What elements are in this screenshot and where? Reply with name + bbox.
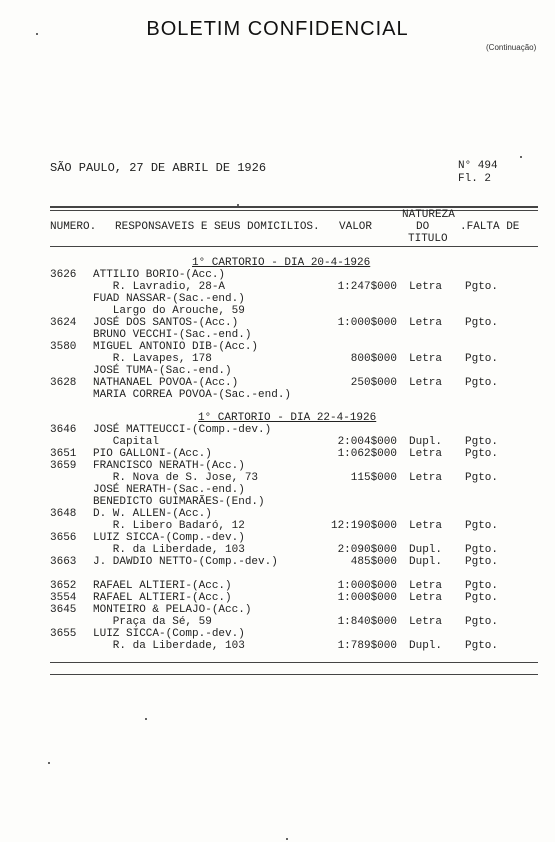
entry-reason: Pgto. [465,448,499,460]
entry-party: MONTEIRO & PELAJO-(Acc.) [93,604,252,616]
document-title: BOLETIM CONFIDENCIAL [146,18,409,40]
entry-number: 3656 [50,532,77,544]
entry-party: MARIA CORREA POVOA-(Sac.-end.) [93,389,292,401]
scan-speck [237,204,239,206]
entry-party: LUIZ SICCA-(Comp.-dev.) [93,628,245,640]
entry-number: 3659 [50,460,77,472]
entry-value: 1:000$000 [337,317,397,329]
entry-reason: Pgto. [465,580,499,592]
entry-party: R. Lavradio, 28-A [93,281,226,293]
entry-number: 3655 [50,628,77,640]
entry-number: 3646 [50,424,77,436]
entry-reason: Pgto. [465,544,499,556]
entry-value: 2:004$000 [337,436,397,448]
entry-value: 1:247$000 [337,281,397,293]
entry-nature: Letra [409,281,443,293]
entry-number: 3624 [50,317,77,329]
entry-number: 3626 [50,269,77,281]
entry-party: NATHANAEL POVOA-(Acc.) [93,377,239,389]
entry-value: 1:000$000 [337,592,397,604]
entry-number: 3651 [50,448,77,460]
entry-reason: Pgto. [465,353,499,365]
col-valor: VALOR [339,221,373,233]
entry-party: R. Nova de S. Jose, 73 [93,472,259,484]
entry-reason: Pgto. [465,616,499,628]
entry-reason: Pgto. [465,520,499,532]
entry-party: RAFAEL ALTIERI-(Acc.) [93,592,232,604]
entry-party: JOSÉ DOS SANTOS-(Acc.) [93,317,239,329]
entry-reason: Pgto. [465,281,499,293]
scan-speck [520,156,522,158]
entry-value: 800$000 [350,353,397,365]
entry-party: J. DAWDIO NETTO-(Comp.-dev.) [93,556,278,568]
section-heading-2: 1° CARTORIO - DIA 22-4-1926 [198,412,377,424]
entry-nature: Letra [409,592,443,604]
header-bottom-rule [50,246,538,247]
entry-number: 3663 [50,556,77,568]
entry-reason: Pgto. [465,377,499,389]
entry-number: 3648 [50,508,77,520]
entry-party: FRANCISCO NERATH-(Acc.) [93,460,245,472]
entry-nature: Letra [409,353,443,365]
entry-nature: Letra [409,520,443,532]
entry-party: JOSÉ NERATH-(Sac.-end.) [93,484,245,496]
footer-rule [50,662,538,663]
entry-party: BRUNO VECCHI-(Sac.-end.) [93,329,252,341]
scan-speck [286,838,288,840]
entry-party: JOSÉ TUMA-(Sac.-end.) [93,365,232,377]
entry-value: 250$000 [350,377,397,389]
entry-value: 115$000 [350,472,397,484]
sheet-number: Fl. 2 [458,173,492,185]
entry-reason: Pgto. [465,317,499,329]
place-date: SÃO PAULO, 27 DE ABRIL DE 1926 [50,161,267,175]
entry-party: R. da Liberdade, 103 [93,544,245,556]
footer-rule-2 [50,674,538,675]
entry-number: 3645 [50,604,77,616]
section-heading-1: 1° CARTORIO - DIA 20-4-1926 [192,257,371,269]
entry-party: D. W. ALLEN-(Acc.) [93,508,212,520]
entry-nature: Letra [409,616,443,628]
entry-nature: Letra [409,377,443,389]
entry-party: BENEDICTO GUIMARÃES-(End.) [93,496,265,508]
entry-party: ATTILIO BORIO-(Acc.) [93,269,226,281]
entry-reason: Pgto. [465,472,499,484]
entry-nature: Dupl. [409,544,443,556]
entry-reason: Pgto. [465,556,499,568]
continuation-label: (Continuação) [486,43,537,52]
col-natureza-2: DO [416,221,430,233]
entry-value: 2:090$000 [337,544,397,556]
entry-number: 3652 [50,580,77,592]
scan-speck [36,33,38,35]
entry-number: 3580 [50,341,77,353]
entry-number: 3554 [50,592,77,604]
entry-party: LUIZ SICCA-(Comp.-dev.) [93,532,245,544]
col-numero: NUMERO. [50,221,97,233]
entry-nature: Letra [409,472,443,484]
entry-nature: Letra [409,448,443,460]
entry-party: RAFAEL ALTIERI-(Acc.) [93,580,232,592]
entry-nature: Letra [409,317,443,329]
bulletin-number: N° 494 [458,160,498,172]
col-falta: .FALTA DE [460,221,520,233]
entry-party: FUAD NASSAR-(Sac.-end.) [93,293,245,305]
header-top-rule-2 [50,210,538,211]
col-natureza-3: TITULO [408,233,448,245]
entry-party: MIGUEL ANTONIO DIB-(Acc.) [93,341,259,353]
entry-value: 12:190$000 [330,520,397,532]
entry-party: PIO GALLONI-(Acc.) [93,448,212,460]
scan-speck [48,762,50,764]
entry-party: JOSÉ MATTEUCCI-(Comp.-dev.) [93,424,272,436]
entry-nature: Dupl. [409,640,443,652]
entry-party: R. Libero Badaró, 12 [93,520,245,532]
entry-number: 3628 [50,377,77,389]
entry-nature: Letra [409,580,443,592]
col-responsaveis: RESPONSAVEIS E SEUS DOMICILIOS. [115,221,320,233]
entry-value: 485$000 [350,556,397,568]
header-top-rule [50,206,538,208]
entry-reason: Pgto. [465,592,499,604]
entry-party: Praça da Sé, 59 [93,616,212,628]
scan-speck [145,718,147,720]
entry-party: Largo do Arouche, 59 [93,305,245,317]
col-natureza-1: NATUREZA [402,209,455,221]
entry-value: 1:789$000 [337,640,397,652]
entry-reason: Pgto. [465,640,499,652]
entry-party: R. Lavapes, 178 [93,353,212,365]
entry-party: R. da Liberdade, 103 [93,640,245,652]
entry-nature: Dupl. [409,436,443,448]
entry-value: 1:062$000 [337,448,397,460]
entry-reason: Pgto. [465,436,499,448]
entry-party: Capital [93,436,160,448]
entry-nature: Dupl. [409,556,443,568]
entry-value: 1:000$000 [337,580,397,592]
entry-value: 1:840$000 [337,616,397,628]
